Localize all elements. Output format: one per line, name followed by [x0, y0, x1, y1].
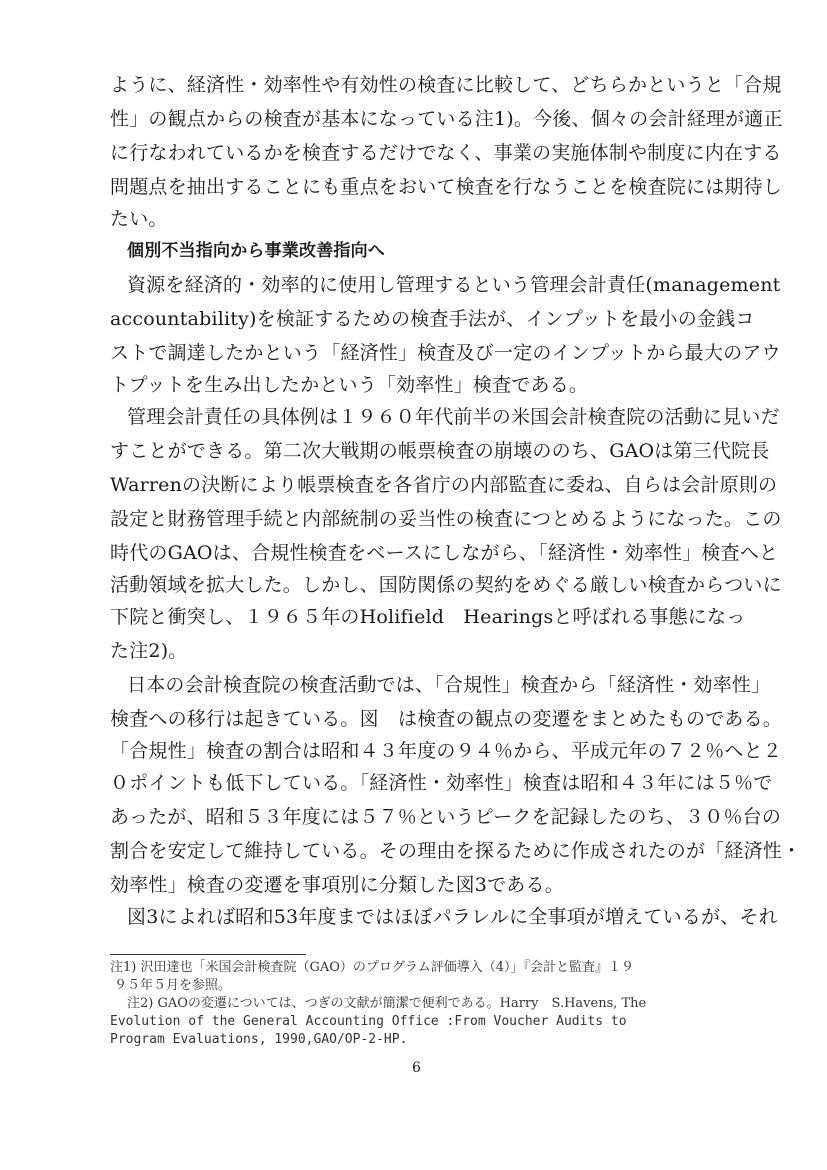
body-line-18: 日本の会計検査院の検査活動では、「合規性」検査から「経済性・効率性」	[127, 674, 771, 696]
body-line-14: 時代のGAOは、合規性検査をベースにしながら、「経済性・効率性」検査へと	[110, 542, 779, 564]
body-line-19: 検査への移行は起きている。図 は検査の観点の変遷をまとめたものである。	[110, 708, 783, 730]
body-line-24: 効率性」検査の変遷を事項別に分類した図3である。	[110, 874, 564, 896]
body-line-22: あったが、昭和５３年度には５７％というピークを記録したのち、３０％台の	[110, 806, 782, 828]
body-line-11: すことができる。第二次大戦期の帳票検査の崩壊ののち、GAOは第三代院長	[110, 440, 770, 462]
section-heading: 個別不当指向から事業改善指向へ	[127, 241, 385, 261]
body-line-2: 性」の観点からの検査が基本になっている注1)。今後、個々の会計経理が適正	[110, 108, 783, 130]
body-line-10: 管理会計責任の具体例は１９６０年代前半の米国会計検査院の活動に見いだ	[127, 406, 780, 428]
footnote-1-line-2: ９５年５月を参照。	[114, 978, 232, 993]
footnote-2-line-2: Evolution of the General Accounting Office :From Voucher Audits to	[110, 1014, 627, 1029]
body-line-15: 活動領域を拡大した。しかし、国防関係の契約をめぐる厳しい検査からついに	[110, 574, 782, 596]
body-line-20: 「合規性」検査の割合は昭和４３年度の９４％から、平成元年の７２％へと２	[110, 740, 783, 762]
body-line-6: 資源を経済的・効率的に使用し管理するという管理会計責任(management	[127, 274, 781, 296]
body-line-8: ストで調達したかという「経済性」検査及び一定のインプットから最大のアウ	[110, 342, 781, 364]
body-line-17: た注2)。	[110, 640, 188, 662]
body-line-21: ０ポイントも低下している。「経済性・効率性」検査は昭和４３年には５％で	[110, 772, 773, 794]
body-line-3: に行なわれているかを検査するだけでなく、事業の実施体制や制度に内在する	[110, 142, 782, 164]
footnote-separator	[110, 954, 306, 955]
footnote-1-line-1: 注1) 沢田達也「米国会計検査院（GAO）のプログラム評価導入（4）」『会計と監査』１９	[110, 960, 635, 975]
body-line-16: 下院と衝突し、１９６５年のHolifield Hearingsと呼ばれる事態になっ	[110, 606, 746, 628]
body-line-5: たい。	[110, 208, 168, 230]
body-line-9: トプットを生み出したかという「効率性」検査である。	[110, 374, 589, 396]
body-line-12: Warrenの決断により帳票検査を各省庁の内部監査に委ね、自らは会計原則の	[110, 474, 778, 496]
page-number: 6	[412, 1060, 421, 1076]
body-line-13: 設定と財務管理手続と内部統制の妥当性の検査につとめるようになった。この	[110, 508, 782, 530]
footnote-2-line-1: 注2) GAOの変遷については、つぎの文献が簡潔で便利である。Harry S.Havens, The	[127, 996, 647, 1011]
body-line-7: accountability)を検証するための検査手法が、インプットを最小の金銭コ	[110, 308, 755, 330]
body-line-4: 問題点を抽出することにも重点をおいて検査を行なうことを検査院には期待し	[110, 176, 783, 198]
body-line-25: 図3によれば昭和53年度まではほぼパラレルに全事項が増えているが、それ	[127, 906, 778, 928]
footnote-2-line-3: Program Evaluations, 1990,GAO/OP-2-HP.	[110, 1032, 408, 1047]
body-line-23: 割合を安定して維持している。その理由を探るために作成されたのが「経済性・	[110, 840, 802, 862]
body-line-1: ように、経済性・効率性や有効性の検査に比較して、どちらかというと「合規	[110, 74, 782, 96]
